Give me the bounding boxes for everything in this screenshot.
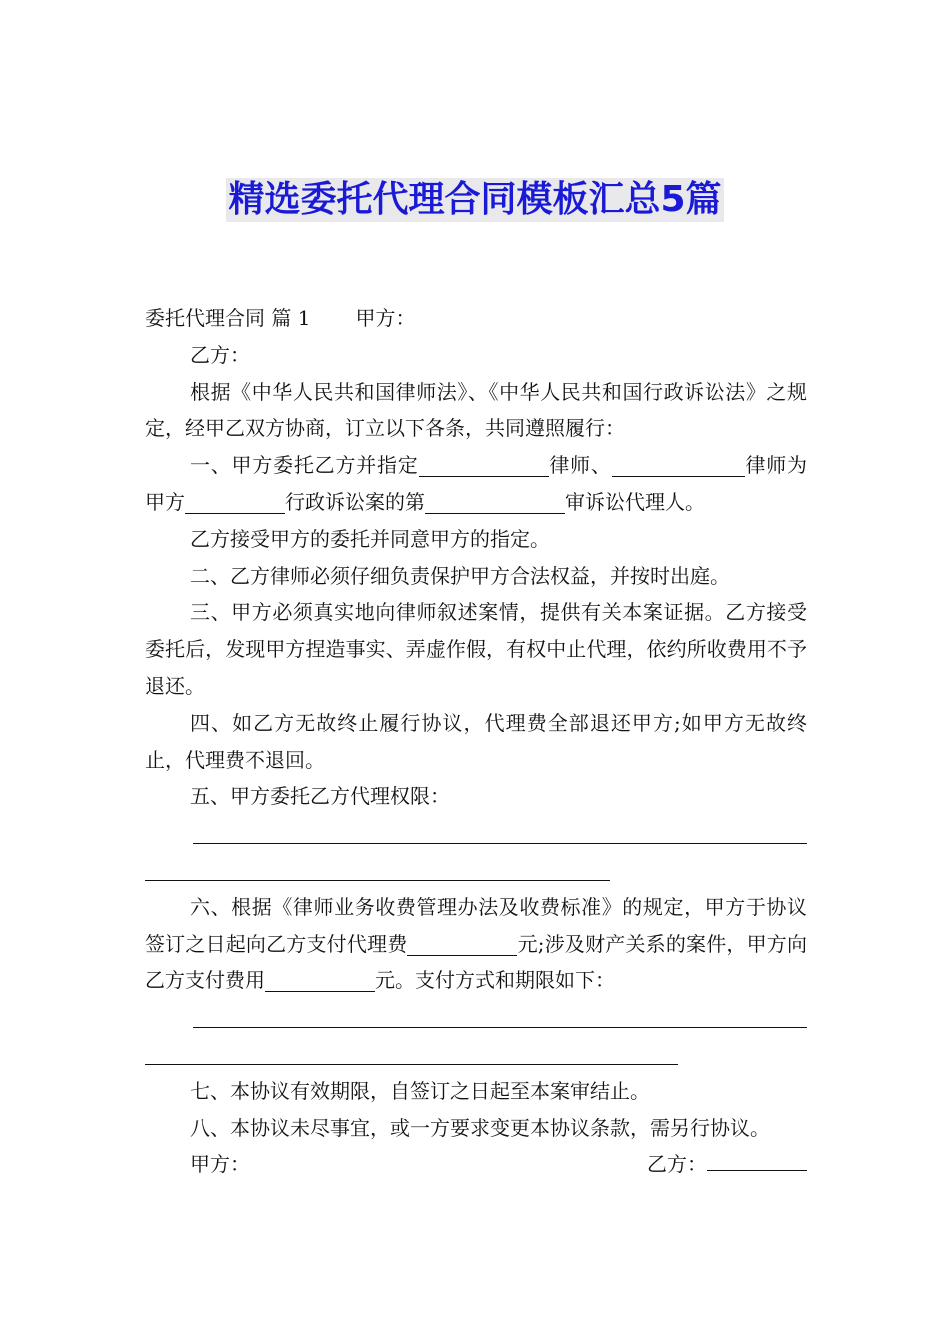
blank-line	[407, 933, 517, 956]
clause-3: 三、甲方必须真实地向律师叙述案情，提供有关本案证据。乙方接受委托后，发现甲方捏造事实、弄虚作假，有权中止代理，依约所收费用不予退还。	[145, 600, 807, 698]
section-heading-row	[145, 300, 807, 337]
clause-5: 五、甲方委托乙方代理权限：	[190, 784, 450, 809]
section-heading: 委托代理合同 篇 1	[145, 306, 311, 330]
paragraph-accept: 乙方接受甲方的委托并同意甲方的指定。	[190, 526, 550, 551]
blank-line	[265, 969, 375, 992]
clause-6-text-a: 六、根据《律师业务收费管理办法及收费标准》的规定，甲方于协议签订之日起向乙方支付代理费	[145, 894, 807, 956]
blank-line	[425, 491, 565, 514]
document-title: 精选委托代理合同模板汇总5篇	[228, 179, 722, 220]
clause-1-text-b: 律师、	[548, 453, 612, 478]
clause-6	[145, 889, 807, 999]
blank-rule	[145, 852, 807, 889]
clause-1-text-d: 行政诉讼案的第	[285, 489, 425, 514]
blank-rule	[145, 815, 807, 852]
clause-1-text-a: 一、甲方委托乙方并指定	[190, 453, 419, 478]
paragraph-basis: 根据《中华人民共和国律师法》、《中华人民共和国行政诉讼法》之规定，经甲乙双方协商，订立以下各条，共同遵照履行：	[145, 379, 807, 441]
signature-party-a: 甲方：	[190, 1152, 250, 1177]
blank-line	[419, 454, 549, 477]
clause-6-text-c: 元。支付方式和期限如下：	[375, 968, 615, 993]
clause-1	[145, 447, 807, 521]
party-a-label: 甲方：	[355, 306, 416, 330]
signature-party-b-wrap	[647, 1146, 807, 1183]
signature-row	[145, 1146, 807, 1183]
signature-party-b: 乙方：	[647, 1152, 707, 1177]
clause-1-text-c: 律师为甲方	[145, 453, 808, 514]
clause-6-text-b: 元;涉及财产关系的案件，甲方向乙方支付费用	[145, 931, 807, 993]
clause-8: 八、本协议未尽事宜，或一方要求变更本协议条款，需另行协议。	[190, 1115, 770, 1140]
document-title-wrap	[0, 178, 950, 222]
clause-4: 四、如乙方无故终止履行协议，代理费全部退还甲方;如甲方无故终止，代理费不退回。	[145, 710, 807, 772]
document-body	[145, 300, 807, 1183]
party-b-label: 乙方：	[190, 342, 250, 367]
blank-line	[185, 491, 285, 514]
clause-7: 七、本协议有效期限，自签订之日起至本案审结止。	[190, 1078, 650, 1103]
signature-blank-line	[707, 1148, 807, 1171]
blank-rule	[145, 1036, 807, 1073]
blank-rule	[145, 999, 807, 1036]
clause-2: 二、乙方律师必须仔细负责保护甲方合法权益，并按时出庭。	[190, 563, 730, 588]
clause-1-text-e: 审诉讼代理人。	[565, 489, 705, 514]
blank-line	[612, 454, 745, 477]
